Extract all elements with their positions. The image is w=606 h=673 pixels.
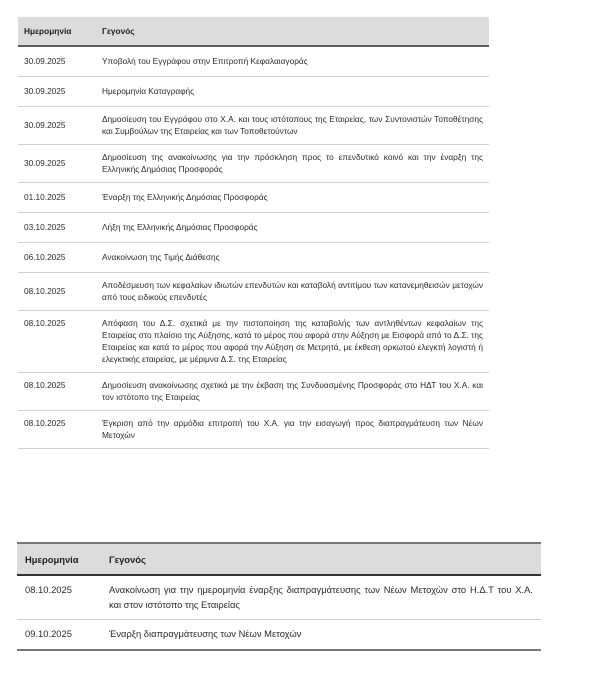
timetable-main xyxy=(18,17,489,449)
row-date: 03.10.2025 xyxy=(18,213,96,243)
timetable-trading xyxy=(17,542,541,651)
row-date: 09.10.2025 xyxy=(17,620,101,650)
column-header-date: Ημερομηνία xyxy=(17,543,101,575)
table-row xyxy=(18,273,489,311)
table-row xyxy=(18,311,489,373)
row-date: 08.10.2025 xyxy=(18,273,96,311)
column-header-event: Γεγονός xyxy=(101,543,541,575)
table-row xyxy=(18,145,489,183)
table-row xyxy=(18,411,489,449)
table-row xyxy=(17,620,541,650)
row-date: 01.10.2025 xyxy=(18,183,96,213)
table-header-row xyxy=(18,17,489,46)
table-row xyxy=(18,183,489,213)
table-row xyxy=(18,107,489,145)
row-event: Λήξη της Ελληνικής Δημόσιας Προσφοράς xyxy=(96,213,489,243)
table-row xyxy=(18,373,489,411)
row-event: Υποβολή του Εγγράφου στην Επιτροπή Κεφαλαιαγοράς xyxy=(96,46,489,77)
row-date: 08.10.2025 xyxy=(17,575,101,620)
row-date: 08.10.2025 xyxy=(18,411,96,449)
row-date: 06.10.2025 xyxy=(18,243,96,273)
row-event: Ανακοίνωση της Τιμής Διάθεσης xyxy=(96,243,489,273)
table-row xyxy=(18,213,489,243)
row-event: Έναρξη της Ελληνικής Δημόσιας Προσφοράς xyxy=(96,183,489,213)
row-event: Δημοσίευση του Εγγράφου στο Χ.Α. και τους ιστότοπους της Εταιρείας, των Συντονιστών Τοποθέτησης και Συμβούλων της Εταιρείας και των Τοποθετούντων xyxy=(96,107,489,145)
table-row xyxy=(17,575,541,620)
column-header-date: Ημερομηνία xyxy=(18,17,96,46)
row-date: 30.09.2025 xyxy=(18,107,96,145)
row-date: 30.09.2025 xyxy=(18,145,96,183)
row-event: Δημοσίευση της ανακοίνωσης για την πρόσκληση προς το επενδυτικό κοινό και την έναρξη της Ελληνικής Δημόσιας Προσφοράς xyxy=(96,145,489,183)
row-event: Δημοσίευση ανακοίνωσης σχετικά με την έκβαση της Συνδυασμένης Προσφοράς στο ΗΔΤ του Χ.Α. και τον ιστότοπο της Εταιρείας xyxy=(96,373,489,411)
table-row xyxy=(18,77,489,107)
row-event: Αποδέσμευση των κεφαλαίων ιδιωτών επενδυτών και καταβολή αντιτίμου των κατανεμηθεισών μετοχών από τους ειδικούς επενδυτές xyxy=(96,273,489,311)
row-event: Έναρξη διαπραγμάτευσης των Νέων Μετοχών xyxy=(101,620,541,650)
column-header-event: Γεγονός xyxy=(96,17,489,46)
row-date: 08.10.2025 xyxy=(18,311,96,373)
row-date: 30.09.2025 xyxy=(18,77,96,107)
row-event: Έγκριση από την αρμόδια επιτροπή του Χ.Α. για την εισαγωγή προς διαπραγμάτευση των Νέων Μετοχών xyxy=(96,411,489,449)
table-header-row xyxy=(17,543,541,575)
table-row xyxy=(18,243,489,273)
table-row xyxy=(18,46,489,77)
row-event: Απόφαση του Δ.Σ. σχετικά με την πιστοποίηση της καταβολής των αντληθέντων κεφαλαίων της Εταιρείας στο πλαίσιο της Αύξησης, κατά το μέρος που αφορά στην Αύξηση με Εισφορά από το Δ.Σ. της Εταιρείας και κατά το μέρος που αφορά την Αύξηση σε Μετρητά, με έκθεση ορκωτού ελεγκτή λογιστή ή ελεγκτικής εταιρείας, με μέριμνα Δ.Σ. της Εταιρείας xyxy=(96,311,489,373)
row-event: Ανακοίνωση για την ημερομηνία έναρξης διαπραγμάτευσης των Νέων Μετοχών στο Η.Δ.Τ του Χ.Α. και στον ιστότοπο της Εταιρείας xyxy=(101,575,541,620)
row-event: Ημερομηνία Καταγραφής xyxy=(96,77,489,107)
row-date: 08.10.2025 xyxy=(18,373,96,411)
row-date: 30.09.2025 xyxy=(18,46,96,77)
